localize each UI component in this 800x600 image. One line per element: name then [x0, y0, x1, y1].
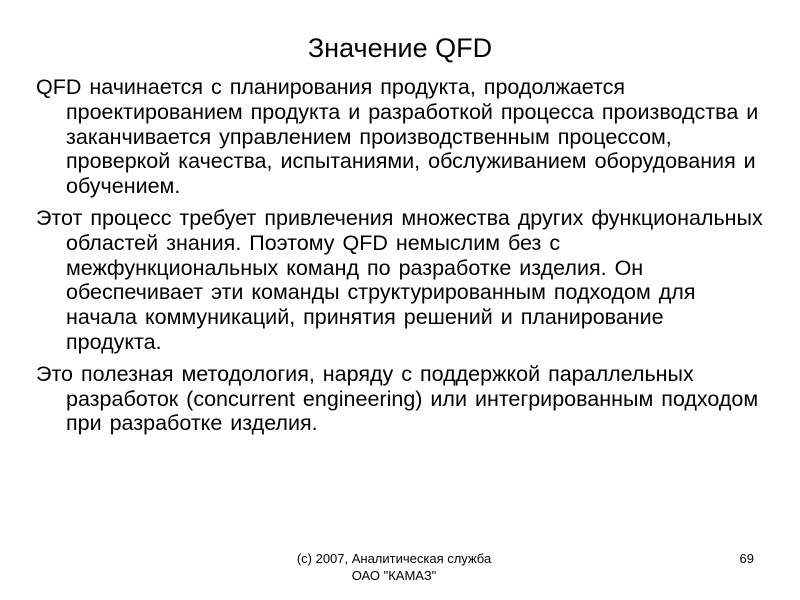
page-number: 69 [739, 551, 754, 566]
paragraph-2: Этот процесс требует привлечения множества других функциональных областей знания. Поэтому QFD немыслим без с межфункциональных команд по разработке изделия. Он обеспечивает эти команды структурированным подходом для начала коммуникаций, принятия решений и планирование продукта. [36, 205, 763, 354]
slide-footer: (c) 2007, Аналитическая служба ОАО "КАМАЗ" [296, 551, 492, 583]
paragraph-1: QFD начинается с планирования продукта, продолжается проектированием продукта и разработкой процесса производства и заканчивается управлением производственным процессом, проверкой качества, испытаниями, обслуживанием оборудования и обучением. [36, 75, 759, 199]
slide-body [36, 75, 766, 443]
paragraph-3: Это полезная методология, наряду с поддержкой параллельных разработок (concurrent engineering) или интегрированным подходом при разработке изделия. [36, 361, 759, 436]
slide-title: Значение QFD [307, 33, 493, 63]
